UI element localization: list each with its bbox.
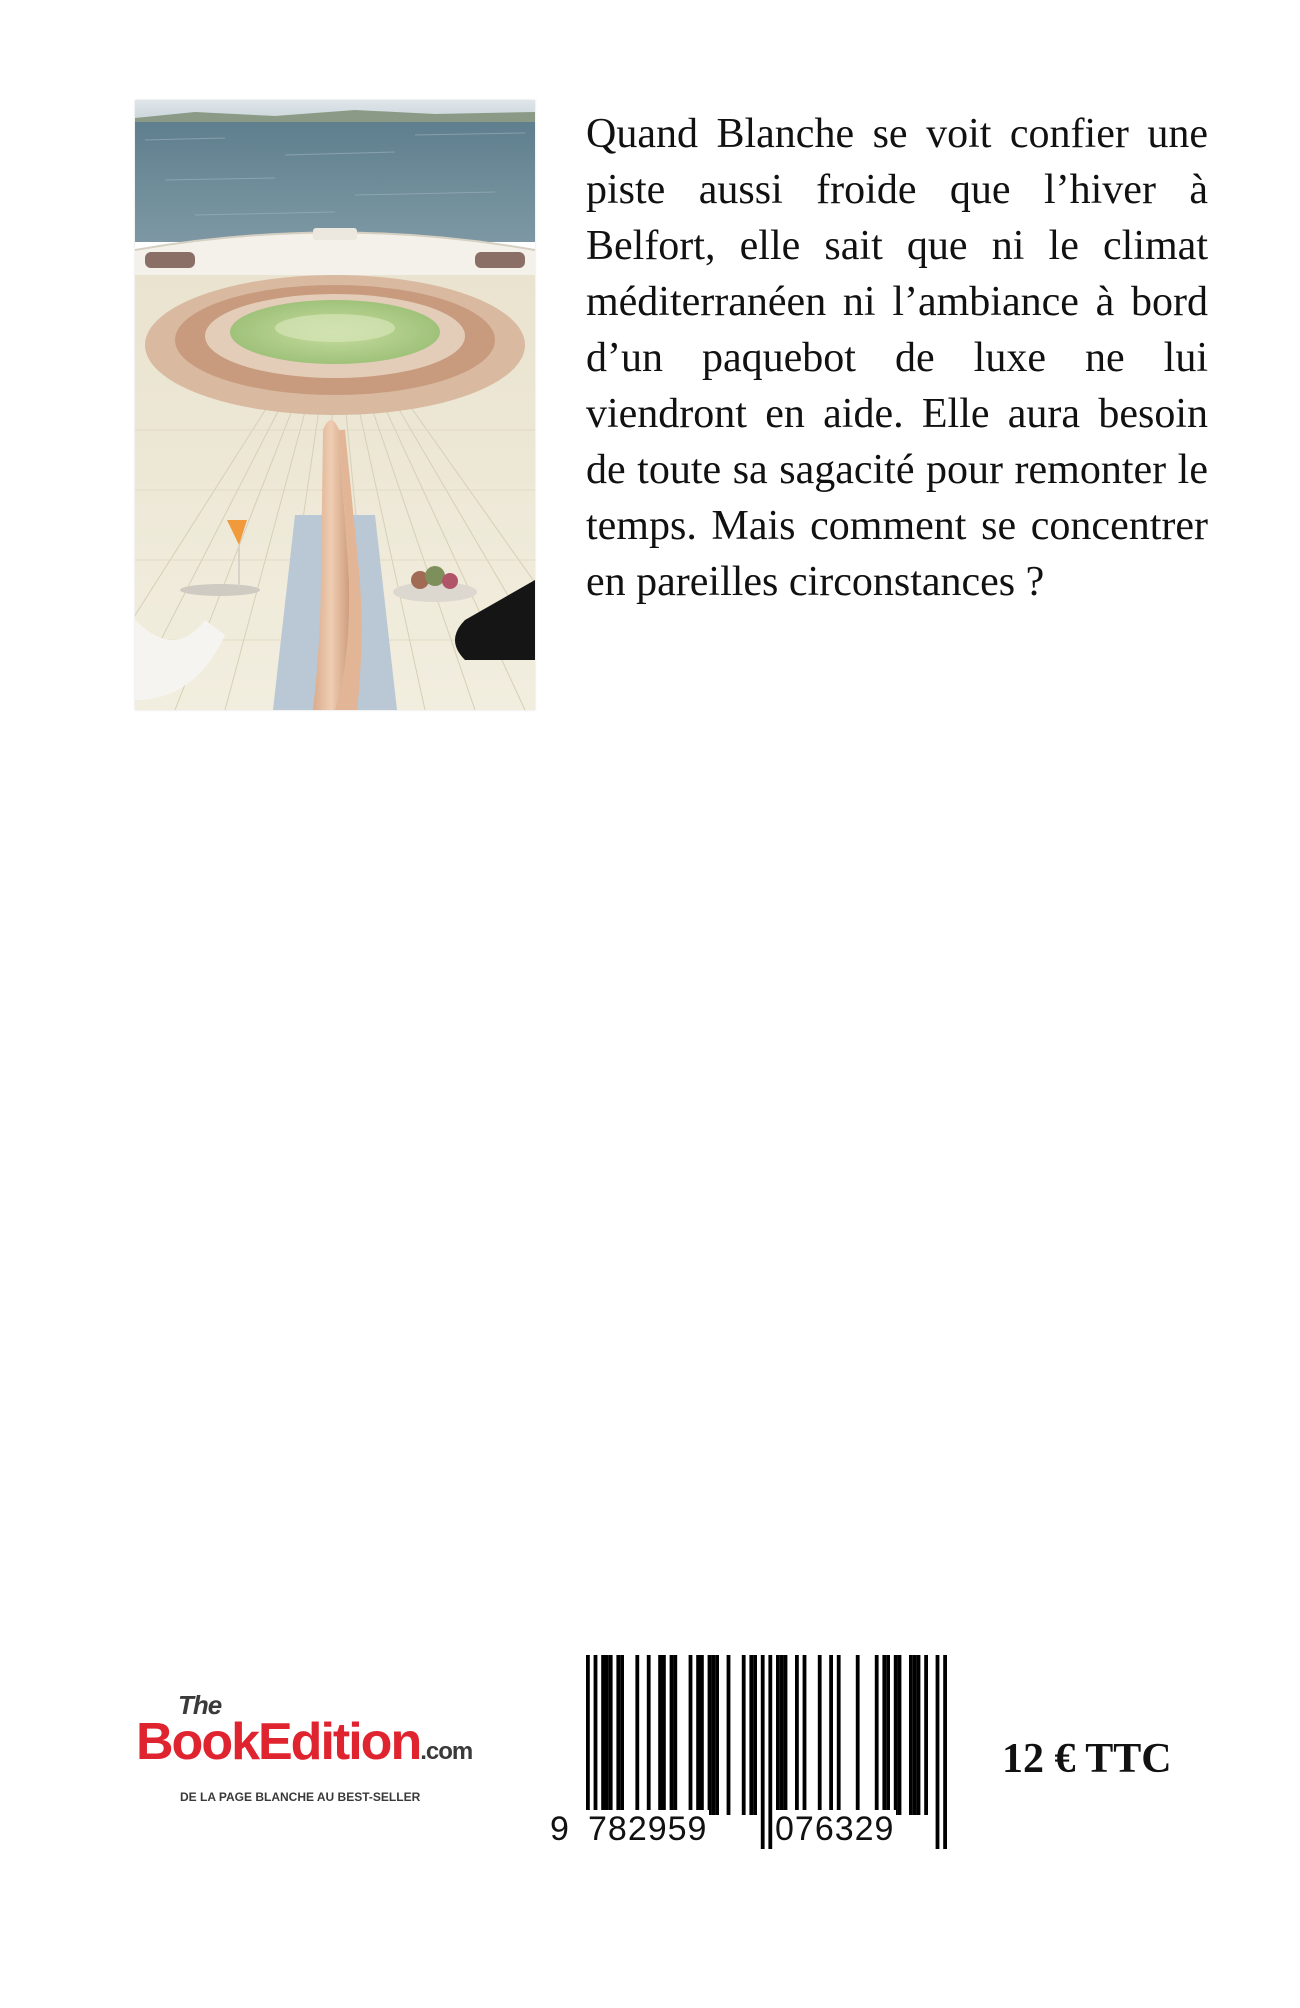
barcode-bar xyxy=(924,1655,928,1815)
barcode-bar xyxy=(917,1655,921,1815)
logo-the-text: The xyxy=(178,1690,222,1720)
barcode-bar xyxy=(601,1655,605,1815)
barcode-bar xyxy=(670,1655,674,1815)
barcode-bar xyxy=(886,1655,890,1815)
barcode-bar xyxy=(776,1655,780,1815)
barcode-bar xyxy=(715,1655,719,1815)
barcode-bar xyxy=(913,1655,917,1815)
barcode-bar xyxy=(662,1655,666,1815)
barcode-bar xyxy=(711,1655,715,1815)
isbn-right-group: 076329 xyxy=(775,1810,895,1848)
barcode-bar xyxy=(727,1655,731,1815)
barcode-bar xyxy=(609,1655,613,1815)
barcode-bar xyxy=(647,1655,651,1815)
publisher-logo xyxy=(136,1690,486,1830)
barcode-bar xyxy=(749,1655,753,1815)
barcode-bar xyxy=(882,1655,886,1815)
barcode-bar xyxy=(909,1655,913,1815)
barcode-bar xyxy=(708,1655,712,1815)
logo-brand-o: o xyxy=(360,1713,391,1771)
barcode-bar xyxy=(784,1655,788,1815)
barcode-bar xyxy=(673,1655,677,1815)
barcode-bar xyxy=(803,1655,807,1815)
barcode-bar xyxy=(689,1655,693,1815)
barcode-bar xyxy=(898,1655,902,1815)
barcode-bar xyxy=(700,1655,704,1815)
isbn-barcode xyxy=(548,1655,976,1855)
barcode-bar xyxy=(742,1655,746,1815)
barcode-bar xyxy=(620,1655,624,1815)
barcode-bar xyxy=(780,1655,784,1815)
logo-brand-part: BookEditi xyxy=(136,1713,361,1771)
barcode-bar xyxy=(635,1655,639,1815)
barcode-bar xyxy=(818,1655,822,1815)
yacht-deck-illustration xyxy=(135,100,535,710)
barcode-bar xyxy=(837,1655,841,1815)
barcode-bar xyxy=(894,1655,898,1815)
barcode-bar xyxy=(658,1655,662,1815)
isbn-first-digit: 9 xyxy=(550,1810,570,1848)
price-label: 12 € TTC xyxy=(1002,1736,1172,1782)
logo-brand-text xyxy=(136,1712,472,1772)
back-cover-blurb: Quand Blanche se voit confier une piste aussi froide que l’hiver à Belfort, elle sait que ni le climat méditerranéen ni l’ambiance à bord d’un paquebot de luxe ne lui viendront en aide. Elle aura besoin de toute sa sagacité pour remonter le temps. Mais comment se concentrer en pareilles circonstances ? xyxy=(586,111,1208,605)
isbn-digits xyxy=(548,1810,976,1854)
barcode-bar xyxy=(605,1655,609,1815)
barcode-bar xyxy=(696,1655,700,1815)
barcode-bar xyxy=(616,1655,620,1815)
barcode-bar xyxy=(829,1655,833,1815)
logo-dotcom: .com xyxy=(420,1738,473,1765)
barcode-bar xyxy=(795,1655,799,1815)
logo-tagline: DE LA PAGE BLANCHE AU BEST-SELLER xyxy=(180,1790,421,1804)
isbn-left-group: 782959 xyxy=(588,1810,708,1848)
barcode-bar xyxy=(875,1655,879,1815)
barcode-bar xyxy=(856,1655,860,1815)
barcode-bar xyxy=(753,1655,757,1815)
logo-brand-n: n xyxy=(390,1713,421,1771)
cover-illustration xyxy=(135,100,535,710)
